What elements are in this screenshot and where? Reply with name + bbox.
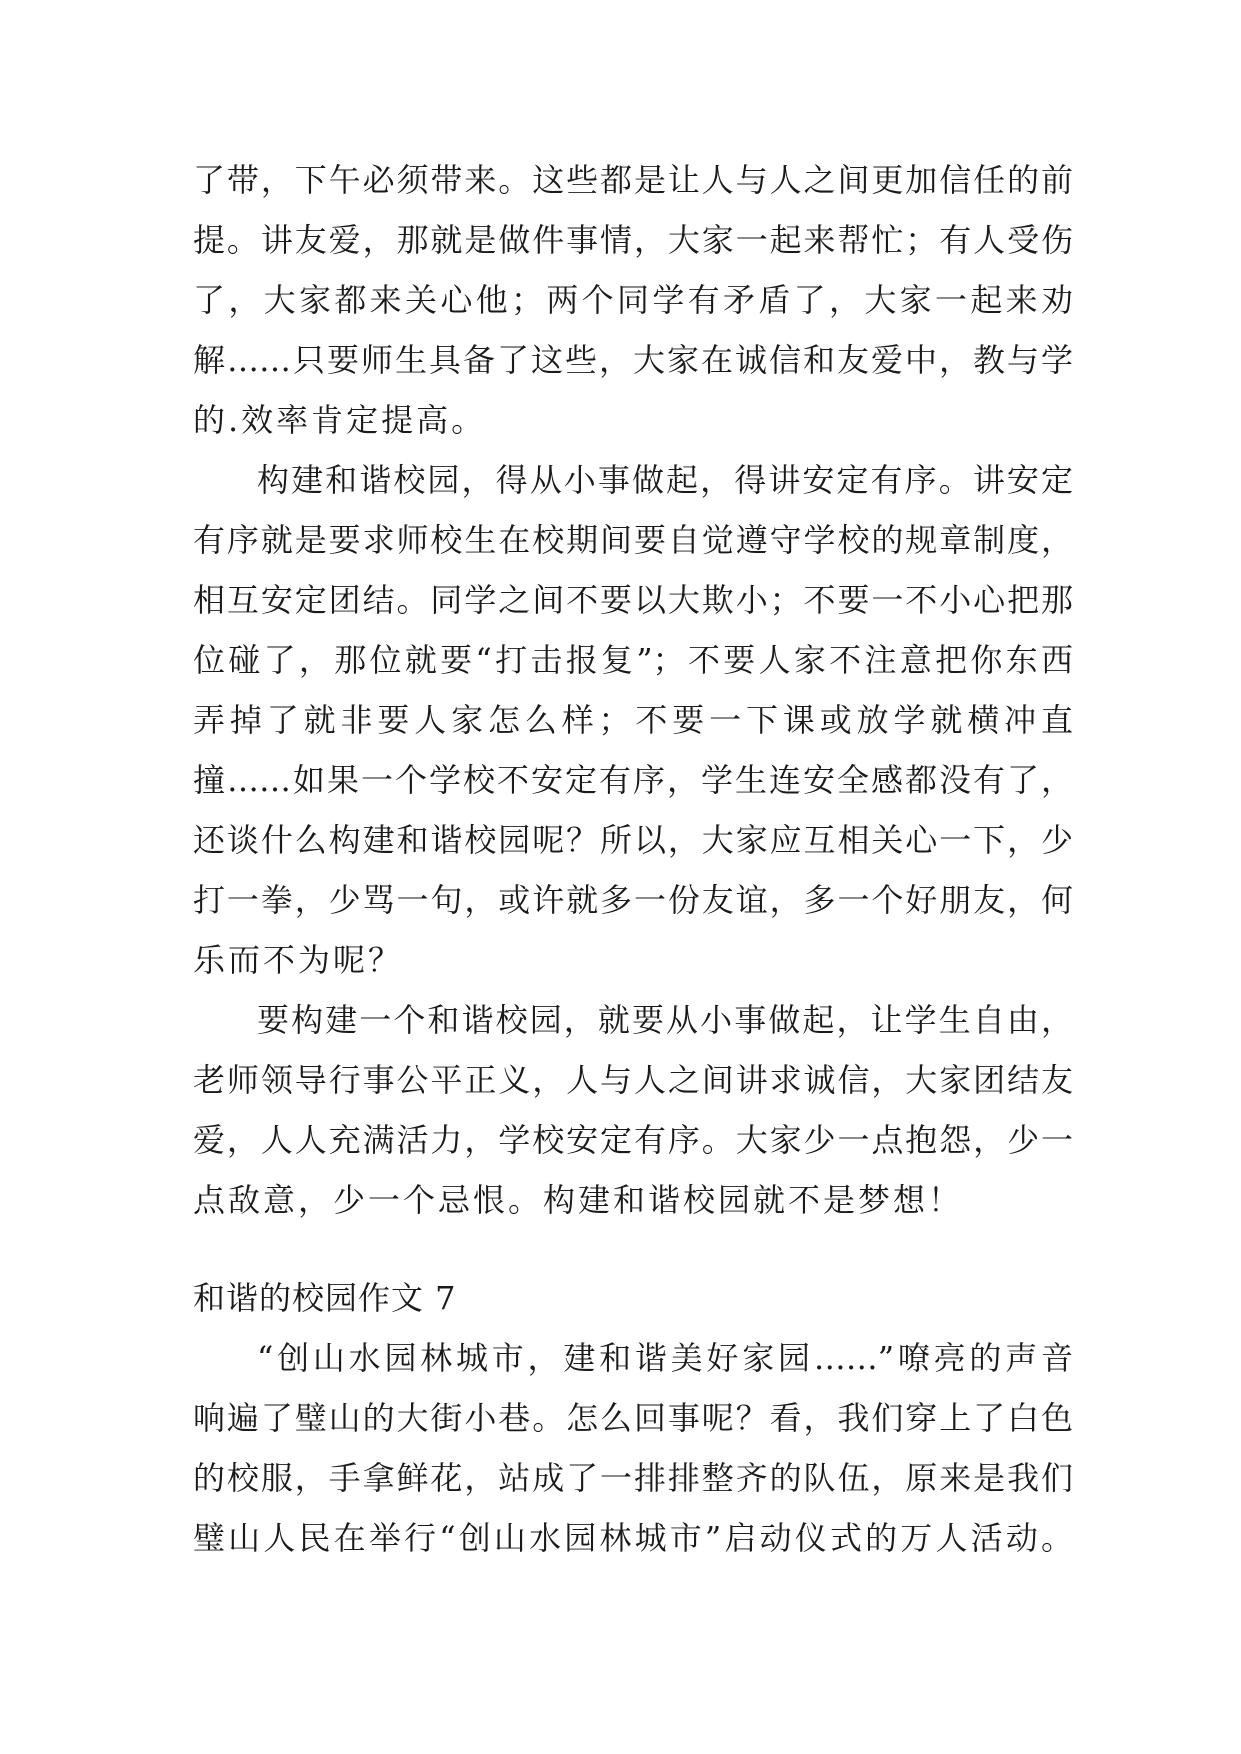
paragraph-line: 的校服，手拿鲜花，站成了一排排整齐的队伍，原来是我们	[193, 1459, 1073, 1497]
paragraph-line: 相互安定团结。同学之间不要以大欺小；不要一不小心把那	[193, 581, 1073, 619]
paragraph-first-line: 构建和谐校园，得从小事做起，得讲安定有序。讲安定	[257, 461, 1073, 499]
paragraph-line: 还谈什么构建和谐校园呢？所以，大家应互相关心一下，少	[193, 821, 1073, 859]
paragraph-line: 点敌意，少一个忌恨。构建和谐校园就不是梦想！	[193, 1181, 964, 1219]
paragraph-line: 位碰了，那位就要“打击报复”；不要人家不注意把你东西	[193, 641, 1073, 679]
paragraph-line: 响遍了璧山的大街小巷。怎么回事呢？看，我们穿上了白色	[193, 1399, 1073, 1437]
paragraph-line: 了带，下午必须带来。这些都是让人与人之间更加信任的前	[193, 161, 1073, 199]
paragraph-line: 弄掉了就非要人家怎么样；不要一下课或放学就横冲直	[193, 701, 1073, 739]
paragraph-line: 了，大家都来关心他；两个同学有矛盾了，大家一起来劝	[193, 281, 1073, 319]
paragraph-line: 打一拳，少骂一句，或许就多一份友谊，多一个好朋友，何	[193, 881, 1073, 919]
paragraph-line: 提。讲友爱，那就是做件事情，大家一起来帮忙；有人受伤	[193, 221, 1073, 259]
paragraph-line: 有序就是要求师校生在校期间要自觉遵守学校的规章制度，	[193, 521, 1073, 559]
paragraph-line: 璧山人民在举行“创山水园林城市”启动仪式的万人活动。	[193, 1519, 1073, 1557]
paragraph-line: 乐而不为呢？	[193, 941, 404, 979]
paragraph-line: 解……只要师生具备了这些，大家在诚信和友爱中，教与学	[193, 341, 1073, 379]
paragraph-first-line: 要构建一个和谐校园，就要从小事做起，让学生自由，	[257, 1001, 1073, 1039]
paragraph-line: 撞……如果一个学校不安定有序，学生连安全感都没有了，	[193, 761, 1073, 799]
section-heading: 和谐的校园作文 7	[193, 1279, 457, 1317]
paragraph-line: 老师领导行事公平正义，人与人之间讲求诚信，大家团结友	[193, 1061, 1073, 1099]
paragraph-line: 的.效率肯定提高。	[193, 401, 487, 439]
paragraph-first-line: “创山水园林城市，建和谐美好家园……”嘹亮的声音	[257, 1339, 1073, 1377]
paragraph-line: 爱，人人充满活力，学校安定有序。大家少一点抱怨，少一	[193, 1121, 1073, 1159]
